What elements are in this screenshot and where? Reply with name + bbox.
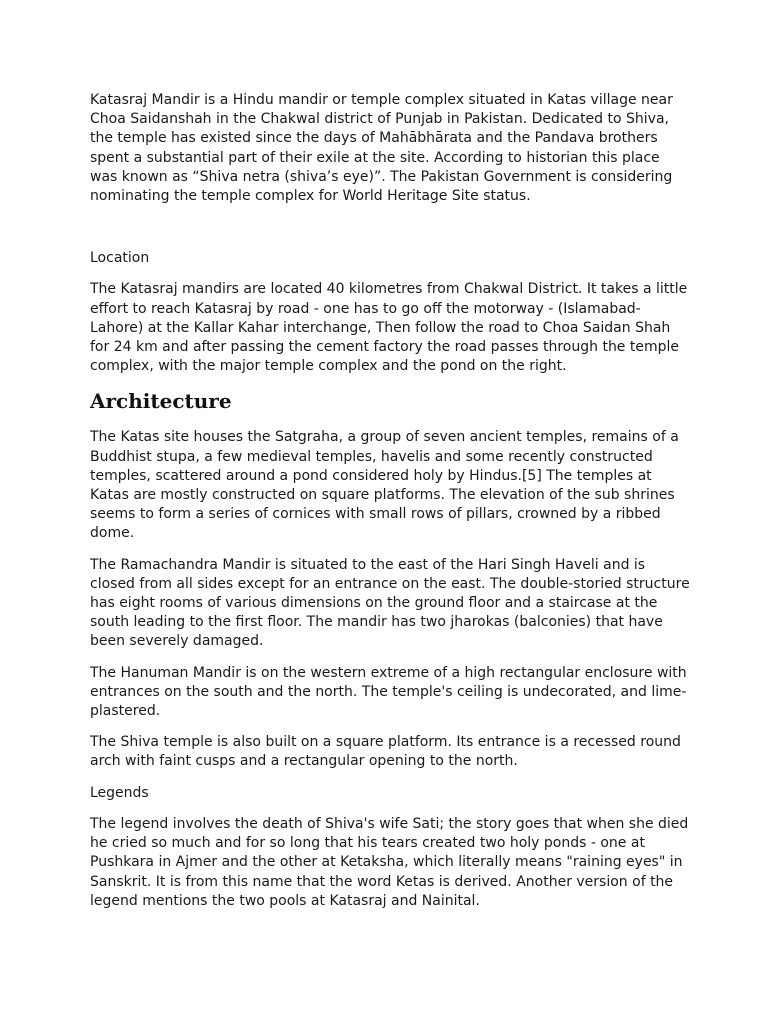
legends-label: Legends (90, 784, 149, 801)
architecture-heading: Architecture (90, 389, 232, 414)
document-body (90, 91, 690, 923)
intro-paragraph: Katasraj Mandir is a Hindu mandir or temple complex situated in Katas village near Choa Saidanshah in the Chakwal district of Punjab in Pakistan. Dedicated to Shiva, the temple has existed since the days of Mahābhārata and the Pandava brothers spent a substantial part of their exile at the site. According to historian this place was known as “Shiva netra (shiva’s eye)”. The Pakistan Government is considering nominating the temple complex for World Heritage Site status. (90, 92, 673, 205)
architecture-paragraph-3: The Hanuman Mandir is on the western extreme of a high rectangular enclosure with entrances on the south and the north. The temple's ceiling is undecorated, and lime-plastered. (90, 664, 687, 720)
legends-paragraph: The legend involves the death of Shiva's wife Sati; the story goes that when she died he cried so much and for so long that his tears created two holy ponds - one at Pushkara in Ajmer and the other at Ketaksha, which literally means "raining eyes" in Sanskrit. It is from this name that the word Ketas is derived. Another version of the legend mentions the two pools at Katasraj and Nainital. (90, 815, 689, 909)
architecture-paragraph-2: The Ramachandra Mandir is situated to the east of the Hari Singh Haveli and is closed from all sides except for an entrance on the east. The double-storied structure has eight rooms of various dimensions on the ground floor and a staircase at the south leading to the first floor. The mandir has two jharokas (balconies) that have been severely damaged. (90, 556, 690, 650)
architecture-paragraph-1: The Katas site houses the Satgraha, a group of seven ancient temples, remains of a Buddhist stupa, a few medieval temples, havelis and some recently constructed temples, scattered around a pond considered holy by Hindus.[5] The temples at Katas are mostly constructed on square platforms. The elevation of the sub shrines seems to form a series of cornices with small rows of pillars, crowned by a ribbed dome. (90, 429, 679, 542)
location-label: Location (90, 250, 150, 267)
architecture-paragraph-4: The Shiva temple is also built on a square platform. Its entrance is a recessed round arch with faint cusps and a rectangular opening to the north. (90, 734, 681, 770)
location-paragraph: The Katasraj mandirs are located 40 kilometres from Chakwal District. It takes a little effort to reach Katasraj by road - one has to go off the motorway - (Islamabad-Lahore) at the Kallar Kahar interchange, Then follow the road to Choa Saidan Shah for 24 km and after passing the cement factory the road passes through the temple complex, with the major temple complex and the pond on the right. (90, 281, 688, 375)
